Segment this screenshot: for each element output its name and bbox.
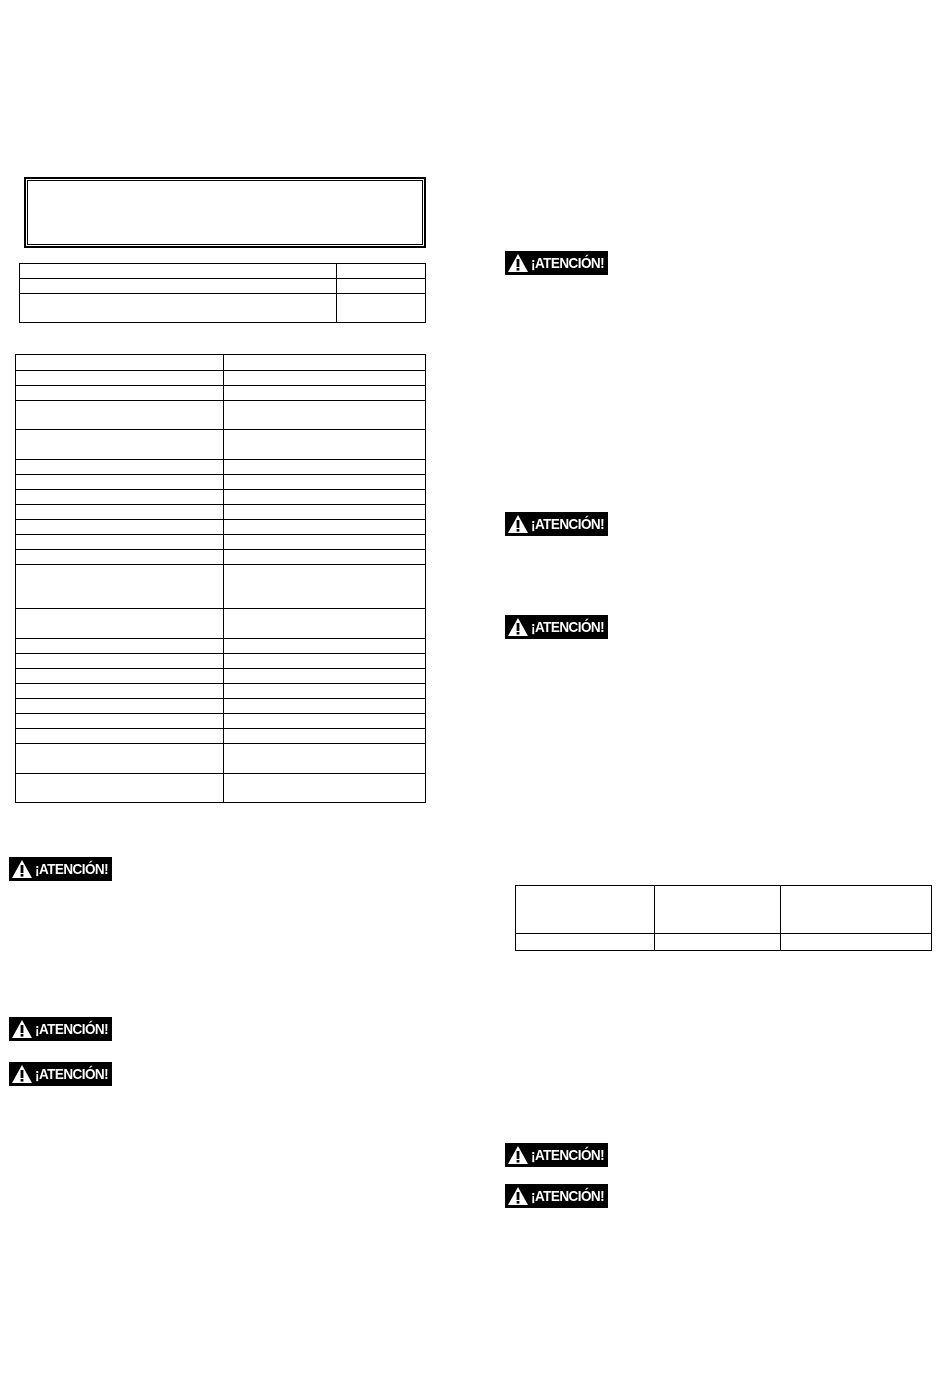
table-row [16,550,426,565]
table-row [16,505,426,520]
warning-triangle-icon [11,1064,33,1084]
notice-box [24,177,426,248]
table-row [20,279,426,294]
table-row [16,401,426,430]
table-row [16,475,426,490]
table-row [16,430,426,460]
table-row [516,886,932,934]
table-row [16,609,426,639]
warning-triangle-icon [11,1019,33,1039]
table-row [20,294,426,323]
accessory-table [515,885,932,951]
table-row [16,654,426,669]
warning-triangle-icon [507,1186,529,1206]
table-row [16,684,426,699]
warning-badge [505,615,608,639]
table-row [16,669,426,684]
warning-label: ¡ATENCIÓN! [531,1187,605,1205]
model-table [19,263,426,323]
table-row [16,355,426,371]
warning-label: ¡ATENCIÓN! [35,1065,109,1083]
table-row [16,565,426,609]
table-row [16,714,426,729]
warning-label: ¡ATENCIÓN! [531,515,605,533]
warning-triangle-icon [507,617,529,637]
warning-label: ¡ATENCIÓN! [35,1020,109,1038]
table-row [16,371,426,386]
table-row [20,264,426,279]
table-row [16,490,426,505]
warning-badge [9,857,112,881]
table-row [16,639,426,654]
table-row [16,386,426,401]
warning-triangle-icon [11,859,33,879]
warning-triangle-icon [507,1145,529,1165]
warning-badge [9,1017,112,1041]
table-row [16,729,426,744]
warning-triangle-icon [507,253,529,273]
table-row [16,535,426,550]
table-row [16,774,426,803]
table-row [516,934,932,951]
warning-triangle-icon [507,514,529,534]
table-row [16,520,426,535]
warning-badge [505,1143,608,1167]
warning-badge [505,1184,608,1208]
warning-badge [9,1062,112,1086]
warning-label: ¡ATENCIÓN! [531,1146,605,1164]
warning-badge [505,512,608,536]
warning-label: ¡ATENCIÓN! [531,254,605,272]
table-row [16,460,426,475]
table-row [16,699,426,714]
specifications-table [15,354,426,803]
warning-label: ¡ATENCIÓN! [531,618,605,636]
warning-badge [505,251,608,275]
table-row [16,744,426,774]
warning-label: ¡ATENCIÓN! [35,860,109,878]
